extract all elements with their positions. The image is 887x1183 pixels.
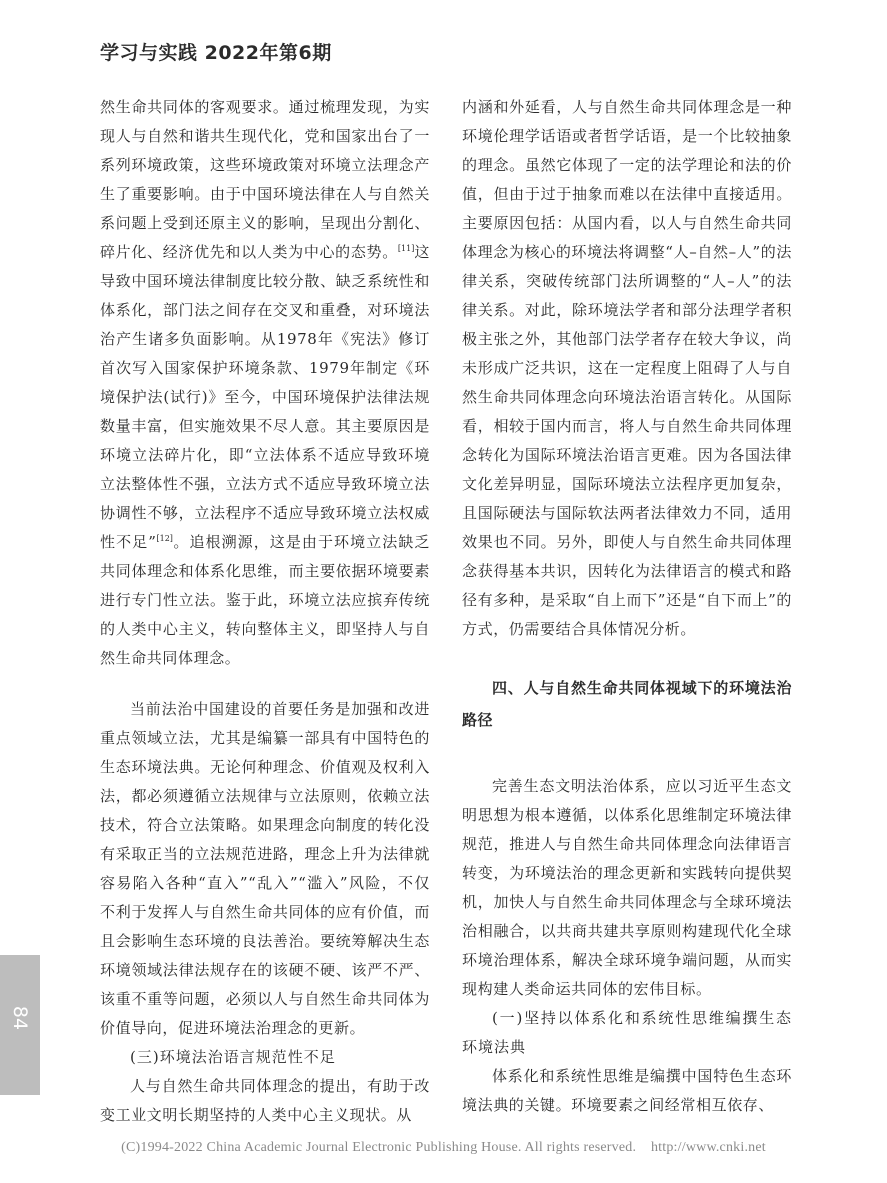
left-column (100, 93, 430, 1130)
paragraph: 内涵和外延看，人与自然生命共同体理念是一种环境伦理学话语或者哲学话语，是一个比较抽象的理念。虽然它体现了一定的法学理论和法的价值，但由于过于抽象而难以在法律中直接适用。主要原因包括：从国内看，以人与自然生命共同体理念为核心的环境法将调整“人–自然–人”的法律关系，突破传统部门法所调整的“人–人”的法律关系。对此，除环境法学者和部分法理学者积极主张之外，其他部门法学者存在较大争议，尚未形成广泛共识，这在一定程度上阻碍了人与自然生命共同体理念向环境法治语言转化。从国际看，相较于国内而言，将人与自然生命共同体理念转化为国际环境法治语言更难。因为各国法律文化差异明显，国际环境法立法程序更加复杂，且国际硬法与国际软法两者法律效力不同，适用效果也不同。另外，即使人与自然生命共同体理念获得基本共识，因转化为法律语言的模式和路径有多种，是采取“自上而下”还是“自下而上”的方式，仍需要结合具体情况分析。 (462, 98, 792, 638)
paragraph: 当前法治中国建设的首要任务是加强和改进重点领域立法，尤其是编纂一部具有中国特色的生态环境法典。无论何种理念、价值观及权利入法，都必须遵循立法规律与立法原则，依赖立法技术，符合立法策略。如果理念向制度的转化没有采取正当的立法规范进路，理念上升为法律就容易陷入各种“直入”“乱入”“滥入”风险，不仅不利于发挥人与自然生命共同体的应有价值，而且会影响生态环境的良法善治。要统筹解决生态环境领域法律法规存在的该硬不硬、该严不严、该重不重等问题，必须以人与自然生命共同体为价值导向，促进环境法治理念的更新。 (100, 700, 430, 1037)
paragraph: 完善生态文明法治体系，应以习近平生态文明思想为根本遵循，以体系化思维制定环境法律规范，推进人与自然生命共同体理念向法律语言转变，为环境法治的理念更新和实践转向提供契机，加快人与自然生命共同体理念与全球环境法治相融合，以共商共建共享原则构建现代化全球环境治理体系，解决全球环境争端问题，从而实现构建人类命运共同体的宏伟目标。 (462, 777, 792, 998)
citation-marker: [11] (397, 244, 415, 253)
paragraph-text: 这导致中国环境法律制度比较分散、缺乏系统性和体系化，部门法之间存在交叉和重叠，对环境法治产生诸多负面影响。从1978年《宪法》修订首次写入国家保护环境条款、1979年制定《环境保护法(试行)》至今，中国环境保护法律法规数量丰富，但实施效果不尽人意。其主要原因是环境立法碎片化，即“立法体系不适应导致环境立法整体性不强，立法方式不适应导致环境立法协调性不够，立法程序不适应导致环境立法权威性不足” (100, 243, 430, 551)
journal-running-header: 学习与实践 2022年第6期 (100, 42, 332, 64)
paragraph: 体系化和系统性思维是编撰中国特色生态环境法典的关键。环境要素之间经常相互依存、 (462, 1067, 792, 1114)
page-number: 84 (9, 1005, 31, 1031)
paragraph: 人与自然生命共同体理念的提出，有助于改变工业文明长期坚持的人类中心主义现状。从 (100, 1077, 430, 1124)
citation-marker: [12] (156, 534, 173, 543)
page-number-tab (0, 955, 40, 1095)
right-column (462, 93, 792, 1120)
paragraph (100, 93, 430, 673)
paragraph-text: 然生命共同体的客观要求。通过梳理发现，为实现人与自然和谐共生现代化，党和国家出台了一系列环境政策，这些环境政策对环境立法理念产生了重要影响。由于中国环境法律在人与自然关系问题上受到还原主义的影响，呈现出分割化、碎片化、经济优先和以人类为中心的态势。 (100, 98, 430, 261)
paragraph-text: 。追根溯源，这是由于环境立法缺乏共同体理念和体系化思维，而主要依据环境要素进行专门性立法。鉴于此，环境立法应摈弃传统的人类中心主义，转向整体主义，即坚持人与自然生命共同体理念。 (100, 533, 430, 667)
subsection-heading: (一)坚持以体系化和系统性思维编撰生态环境法典 (462, 1009, 792, 1056)
section-heading: 四、人与自然生命共同体视域下的环境法治路径 (462, 679, 792, 729)
subsection-heading: (三)环境法治语言规范性不足 (130, 1048, 336, 1066)
copyright-footer: (C)1994-2022 China Academic Journal Electronic Publishing House. All rights reserved. http://www.cnki.net (121, 1140, 766, 1155)
